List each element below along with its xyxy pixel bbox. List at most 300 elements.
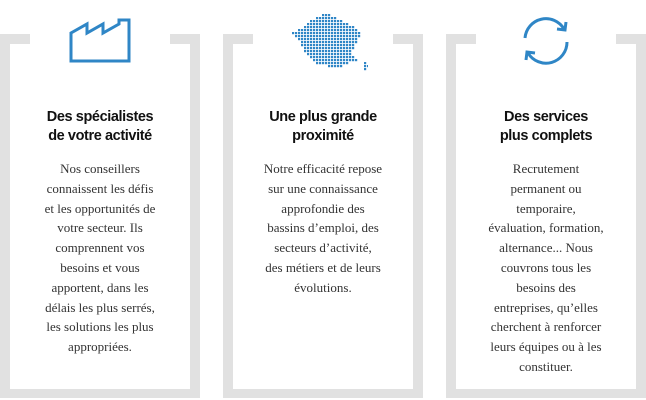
- map-dot: [334, 41, 336, 43]
- map-dot: [340, 59, 342, 61]
- map-dot: [328, 65, 330, 67]
- map-dot: [307, 53, 309, 55]
- map-dot: [310, 56, 312, 58]
- map-dot: [316, 35, 318, 37]
- map-dot: [310, 32, 312, 34]
- map-dot: [337, 35, 339, 37]
- map-dot: [337, 38, 339, 40]
- map-dot: [334, 53, 336, 55]
- map-dot: [331, 56, 333, 58]
- map-dot: [322, 20, 324, 22]
- text-line: évolutions.: [294, 279, 352, 295]
- map-dot: [322, 17, 324, 19]
- map-dot: [325, 38, 327, 40]
- map-dot: [295, 32, 297, 34]
- map-dot: [316, 29, 318, 31]
- map-dot: [340, 20, 342, 22]
- card-title-line: proximité: [292, 128, 354, 144]
- map-dot: [328, 47, 330, 49]
- map-dot: [358, 35, 360, 37]
- map-dot: [304, 26, 306, 28]
- card-title: [233, 108, 413, 146]
- map-dot: [337, 32, 339, 34]
- map-dot: [316, 56, 318, 58]
- map-dot: [355, 35, 357, 37]
- map-dot: [352, 44, 354, 46]
- map-dot: [313, 38, 315, 40]
- text-line: délais les plus serrés,: [45, 299, 155, 315]
- map-dot: [346, 56, 348, 58]
- card-title: [10, 108, 190, 146]
- map-dot: [343, 38, 345, 40]
- card-title-line: Une plus grande: [269, 109, 377, 125]
- map-dot: [343, 26, 345, 28]
- map-dot: [343, 59, 345, 61]
- map-dot: [352, 32, 354, 34]
- map-dot: [331, 53, 333, 55]
- map-dot: [343, 41, 345, 43]
- map-dot: [325, 26, 327, 28]
- map-dot: [331, 26, 333, 28]
- map-dot: [367, 65, 368, 67]
- map-dot: [328, 17, 330, 19]
- map-dot: [364, 65, 366, 67]
- map-dot: [295, 35, 297, 37]
- card-title: [456, 108, 636, 146]
- map-dot: [316, 50, 318, 52]
- map-dot: [352, 26, 354, 28]
- map-dot: [310, 47, 312, 49]
- map-dot: [334, 23, 336, 25]
- map-dot: [301, 29, 303, 31]
- france-map-icon: [278, 10, 368, 74]
- text-line: apportent, dans les: [51, 279, 149, 295]
- map-dot: [328, 23, 330, 25]
- text-line: comprennent vos: [55, 240, 145, 256]
- map-dot: [310, 26, 312, 28]
- map-dot: [343, 23, 345, 25]
- map-dot: [337, 23, 339, 25]
- map-dot: [337, 53, 339, 55]
- map-dot: [334, 35, 336, 37]
- map-dot: [331, 59, 333, 61]
- map-dot: [352, 59, 354, 61]
- text-line: leurs équipes ou à les: [490, 339, 602, 355]
- map-dot: [319, 41, 321, 43]
- map-dot: [343, 35, 345, 37]
- card-title-line: Des spécialistes: [46, 109, 154, 125]
- map-dot: [319, 35, 321, 37]
- map-dot: [349, 50, 351, 52]
- map-dot: [307, 44, 309, 46]
- map-dot: [316, 20, 318, 22]
- map-dot: [334, 44, 336, 46]
- map-dot: [322, 38, 324, 40]
- map-dot: [337, 47, 339, 49]
- map-dot: [340, 23, 342, 25]
- map-dot: [325, 50, 327, 52]
- map-dot: [316, 38, 318, 40]
- map-dot: [319, 20, 321, 22]
- map-dot: [328, 50, 330, 52]
- feature-card-proximity: [223, 34, 423, 398]
- map-dot: [349, 29, 351, 31]
- map-dot: [331, 38, 333, 40]
- map-dot: [331, 20, 333, 22]
- map-dot: [355, 41, 357, 43]
- map-dot: [346, 53, 348, 55]
- card-description: [233, 159, 413, 298]
- map-dot: [337, 59, 339, 61]
- text-line: secteurs d’activité,: [274, 240, 372, 256]
- map-dot: [313, 29, 315, 31]
- map-dot: [364, 62, 366, 64]
- map-dot: [313, 32, 315, 34]
- map-dot: [328, 41, 330, 43]
- map-dot: [322, 23, 324, 25]
- map-dot: [301, 41, 303, 43]
- map-dot: [334, 47, 336, 49]
- map-dot: [319, 23, 321, 25]
- map-dot: [355, 32, 357, 34]
- map-dot: [340, 41, 342, 43]
- text-line: alternance... Nous: [499, 240, 593, 256]
- text-line: permanent ou: [510, 180, 582, 196]
- map-dot: [340, 62, 342, 64]
- map-dot: [319, 44, 321, 46]
- map-dot: [331, 44, 333, 46]
- map-dot: [310, 53, 312, 55]
- card-description: [10, 159, 190, 357]
- map-dot: [313, 20, 315, 22]
- map-dot: [343, 29, 345, 31]
- map-dot: [337, 26, 339, 28]
- map-dot: [334, 38, 336, 40]
- text-line: appropriées.: [68, 339, 132, 355]
- card-description: [456, 159, 636, 377]
- map-dot: [322, 44, 324, 46]
- map-dot: [346, 29, 348, 31]
- refresh-cycle-icon: [501, 10, 591, 74]
- map-dot: [316, 32, 318, 34]
- map-dot: [316, 17, 318, 19]
- map-dot: [319, 32, 321, 34]
- map-dot: [334, 56, 336, 58]
- map-dot: [331, 65, 333, 67]
- map-dot: [304, 50, 306, 52]
- map-dot: [313, 41, 315, 43]
- map-dot: [358, 32, 360, 34]
- map-dot: [349, 41, 351, 43]
- map-dot: [343, 53, 345, 55]
- map-dot: [352, 41, 354, 43]
- map-dot: [310, 20, 312, 22]
- map-dot: [337, 44, 339, 46]
- map-dot: [328, 38, 330, 40]
- text-line: connaissent les défis: [46, 180, 154, 196]
- map-dot: [316, 26, 318, 28]
- map-dot: [319, 17, 321, 19]
- map-dot: [349, 26, 351, 28]
- map-dot: [334, 50, 336, 52]
- map-dot: [334, 59, 336, 61]
- text-line: entreprises, qu’elles: [494, 299, 598, 315]
- text-line: besoins des: [516, 279, 576, 295]
- feature-card-specialists: [0, 34, 200, 398]
- map-dot: [346, 50, 348, 52]
- map-dot: [307, 47, 309, 49]
- text-line: Nos conseillers: [60, 161, 140, 176]
- card-title-line: de votre activité: [48, 128, 152, 144]
- map-dot: [340, 29, 342, 31]
- map-dot: [301, 44, 303, 46]
- map-dot: [349, 35, 351, 37]
- text-line: besoins et vous: [60, 259, 140, 275]
- map-dot: [328, 59, 330, 61]
- map-dot: [307, 38, 309, 40]
- map-dot: [331, 32, 333, 34]
- map-dot: [331, 62, 333, 64]
- map-dot: [334, 29, 336, 31]
- feature-card-services: [446, 34, 646, 398]
- map-dot: [349, 56, 351, 58]
- map-dot: [304, 32, 306, 34]
- map-dot: [346, 23, 348, 25]
- map-dot: [304, 38, 306, 40]
- map-dot: [355, 38, 357, 40]
- map-dot: [310, 44, 312, 46]
- map-dot: [343, 56, 345, 58]
- card-title-line: plus complets: [499, 128, 593, 144]
- map-dot: [313, 53, 315, 55]
- map-dot: [322, 35, 324, 37]
- map-dot: [304, 29, 306, 31]
- map-dot: [316, 23, 318, 25]
- map-dot: [325, 47, 327, 49]
- map-dot: [325, 44, 327, 46]
- map-dot: [307, 50, 309, 52]
- map-dot: [334, 32, 336, 34]
- map-dot: [334, 17, 336, 19]
- map-dot: [322, 32, 324, 34]
- map-dot: [316, 53, 318, 55]
- map-dot: [298, 32, 300, 34]
- map-dot: [331, 47, 333, 49]
- map-dot: [322, 56, 324, 58]
- map-dot: [340, 38, 342, 40]
- map-dot: [325, 14, 327, 16]
- map-dot: [292, 32, 294, 34]
- map-dot: [340, 47, 342, 49]
- map-dot: [316, 44, 318, 46]
- map-dot: [325, 20, 327, 22]
- map-dot: [346, 35, 348, 37]
- map-dot: [337, 41, 339, 43]
- map-dot: [325, 17, 327, 19]
- map-dot: [325, 35, 327, 37]
- text-line: cherchent à renforcer: [490, 319, 602, 335]
- map-dot: [337, 20, 339, 22]
- map-dot: [319, 38, 321, 40]
- map-dot: [328, 32, 330, 34]
- map-dot: [316, 41, 318, 43]
- map-dot: [346, 62, 348, 64]
- map-dot: [349, 38, 351, 40]
- map-dot: [328, 53, 330, 55]
- text-line: Recrutement: [512, 161, 580, 176]
- map-dot: [319, 59, 321, 61]
- text-line: et les opportunités de: [44, 200, 156, 216]
- map-dot: [319, 29, 321, 31]
- map-dot: [328, 29, 330, 31]
- map-dot: [319, 56, 321, 58]
- map-dot: [298, 38, 300, 40]
- map-dot: [328, 44, 330, 46]
- map-dot: [352, 38, 354, 40]
- map-dot: [313, 47, 315, 49]
- map-dot: [349, 59, 351, 61]
- map-dot: [349, 44, 351, 46]
- map-dot: [340, 32, 342, 34]
- map-dot: [313, 26, 315, 28]
- map-dot: [337, 62, 339, 64]
- text-line: les solutions les plus: [46, 319, 154, 335]
- map-dot: [349, 47, 351, 49]
- map-dot: [307, 35, 309, 37]
- map-dot: [307, 29, 309, 31]
- map-dot: [316, 59, 318, 61]
- map-dot: [325, 53, 327, 55]
- map-dot: [310, 23, 312, 25]
- text-line: bassins d’emploi, des: [267, 220, 379, 236]
- map-dot: [319, 50, 321, 52]
- map-dot: [325, 29, 327, 31]
- map-dot: [316, 47, 318, 49]
- map-dot: [346, 26, 348, 28]
- map-dot: [307, 41, 309, 43]
- map-dot: [313, 59, 315, 61]
- map-dot: [331, 50, 333, 52]
- text-line: couvrons tous les: [500, 259, 592, 275]
- map-dot: [322, 47, 324, 49]
- map-dot: [349, 53, 351, 55]
- map-dot: [331, 35, 333, 37]
- map-dot: [313, 23, 315, 25]
- map-dot: [316, 62, 318, 64]
- map-dot: [331, 23, 333, 25]
- map-dot: [310, 35, 312, 37]
- map-dot: [313, 50, 315, 52]
- map-dot: [301, 35, 303, 37]
- map-dot: [328, 35, 330, 37]
- map-dot: [322, 29, 324, 31]
- text-line: des métiers et de leurs: [265, 259, 381, 275]
- map-dot: [343, 62, 345, 64]
- map-dot: [328, 20, 330, 22]
- map-dot: [325, 62, 327, 64]
- text-line: sur une connaissance: [268, 180, 378, 196]
- map-dot: [346, 44, 348, 46]
- map-dot: [337, 50, 339, 52]
- map-dot: [343, 47, 345, 49]
- map-dot: [322, 41, 324, 43]
- map-dot: [310, 50, 312, 52]
- france-map-graphic: [278, 10, 368, 74]
- map-dot: [340, 65, 342, 67]
- map-dot: [301, 32, 303, 34]
- text-line: évaluation, formation,: [488, 220, 604, 236]
- map-dot: [355, 29, 357, 31]
- map-dot: [310, 41, 312, 43]
- map-dot: [352, 29, 354, 31]
- text-line: votre secteur. Ils: [57, 220, 143, 236]
- map-dot: [340, 44, 342, 46]
- map-dot: [307, 26, 309, 28]
- map-dot: [346, 32, 348, 34]
- map-dot: [343, 44, 345, 46]
- text-line: Notre efficacité repose: [263, 161, 383, 176]
- map-dot: [319, 26, 321, 28]
- map-dot: [343, 32, 345, 34]
- map-dot: [340, 35, 342, 37]
- map-dot: [325, 23, 327, 25]
- map-dot: [349, 32, 351, 34]
- map-dot: [352, 47, 354, 49]
- map-dot: [310, 38, 312, 40]
- text-line: approfondie des: [281, 200, 365, 216]
- map-dot: [334, 26, 336, 28]
- map-dot: [319, 62, 321, 64]
- map-dot: [337, 29, 339, 31]
- card-title-line: Des services: [504, 109, 588, 125]
- map-dot: [328, 14, 330, 16]
- map-dot: [334, 62, 336, 64]
- map-dot: [352, 56, 354, 58]
- map-dot: [328, 62, 330, 64]
- map-dot: [346, 38, 348, 40]
- map-dot: [304, 35, 306, 37]
- map-dot: [334, 65, 336, 67]
- map-dot: [325, 56, 327, 58]
- map-dot: [337, 56, 339, 58]
- map-dot: [307, 32, 309, 34]
- map-dot: [340, 50, 342, 52]
- map-dot: [352, 35, 354, 37]
- map-dot: [322, 50, 324, 52]
- map-dot: [313, 56, 315, 58]
- map-dot: [325, 59, 327, 61]
- map-dot: [322, 62, 324, 64]
- map-dot: [313, 35, 315, 37]
- map-dot: [364, 68, 366, 70]
- map-dot: [340, 53, 342, 55]
- map-dot: [331, 41, 333, 43]
- map-dot: [301, 38, 303, 40]
- map-dot: [304, 44, 306, 46]
- map-dot: [304, 41, 306, 43]
- map-dot: [310, 29, 312, 31]
- map-dot: [331, 29, 333, 31]
- map-dot: [322, 26, 324, 28]
- map-dot: [319, 53, 321, 55]
- map-dot: [304, 47, 306, 49]
- map-dot: [343, 50, 345, 52]
- map-dot: [298, 29, 300, 31]
- map-dot: [340, 26, 342, 28]
- text-line: temporaire,: [516, 200, 576, 216]
- map-dot: [319, 47, 321, 49]
- map-dot: [337, 65, 339, 67]
